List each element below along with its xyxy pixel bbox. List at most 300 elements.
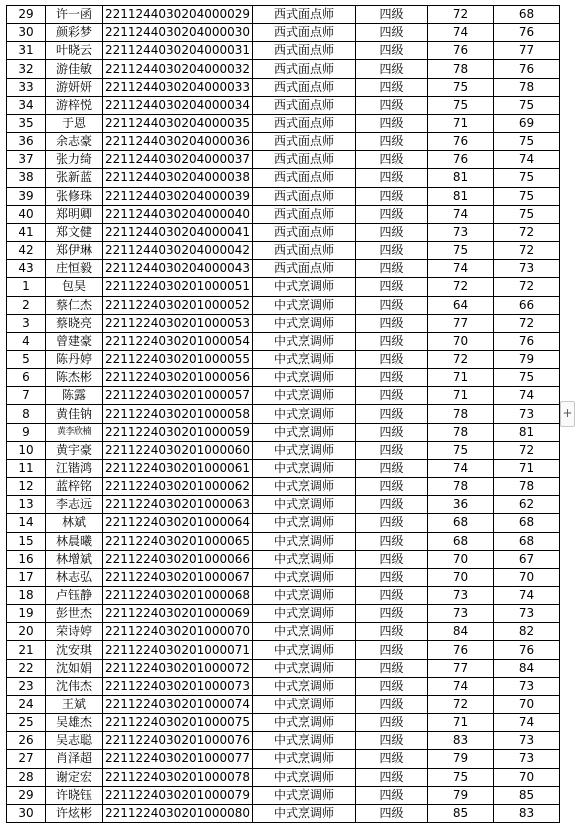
cell-candidate-name: 蔡仁杰: [46, 296, 103, 314]
cell-skill-level: 四级: [356, 750, 428, 768]
cell-theory-score: 72: [428, 6, 494, 24]
cell-occupation: 中式烹调师: [253, 550, 356, 568]
cell-certificate-number: 2211224030201000059: [103, 423, 253, 441]
cell-row-number: 42: [7, 242, 46, 260]
table-row: [7, 641, 560, 659]
cell-theory-score: 85: [428, 804, 494, 822]
cell-row-number: 33: [7, 78, 46, 96]
cell-occupation: 西式面点师: [253, 205, 356, 223]
table-row: [7, 750, 560, 768]
cell-occupation: 西式面点师: [253, 24, 356, 42]
cell-row-number: 30: [7, 804, 46, 822]
table-row: [7, 496, 560, 514]
cell-candidate-name: 郑伊琳: [46, 242, 103, 260]
table-row: [7, 60, 560, 78]
table-row: [7, 114, 560, 132]
cell-theory-score: 73: [428, 223, 494, 241]
cell-occupation: 中式烹调师: [253, 405, 356, 423]
cell-candidate-name: 庄恒毅: [46, 260, 103, 278]
cell-certificate-number: 2211224030201000075: [103, 714, 253, 732]
cell-occupation: 中式烹调师: [253, 496, 356, 514]
cell-occupation: 中式烹调师: [253, 623, 356, 641]
cell-candidate-name: 吴志聪: [46, 732, 103, 750]
cell-row-number: 13: [7, 496, 46, 514]
cell-occupation: 中式烹调师: [253, 514, 356, 532]
table-row: [7, 514, 560, 532]
cell-theory-score: 74: [428, 24, 494, 42]
cell-skill-level: 四级: [356, 369, 428, 387]
cell-row-number: 34: [7, 96, 46, 114]
cell-practical-score: 68: [494, 514, 560, 532]
cell-certificate-number: 2211224030201000074: [103, 695, 253, 713]
cell-skill-level: 四级: [356, 387, 428, 405]
cell-practical-score: 72: [494, 242, 560, 260]
cell-certificate-number: 2211224030201000052: [103, 296, 253, 314]
cell-occupation: 中式烹调师: [253, 714, 356, 732]
cell-certificate-number: 2211224030201000064: [103, 514, 253, 532]
cell-theory-score: 70: [428, 332, 494, 350]
cell-skill-level: 四级: [356, 405, 428, 423]
cell-skill-level: 四级: [356, 550, 428, 568]
cell-practical-score: 72: [494, 441, 560, 459]
cell-skill-level: 四级: [356, 532, 428, 550]
cell-skill-level: 四级: [356, 641, 428, 659]
cell-certificate-number: 2211224030201000080: [103, 804, 253, 822]
cell-certificate-number: 2211244030204000041: [103, 223, 253, 241]
cell-row-number: 18: [7, 587, 46, 605]
table-row: [7, 441, 560, 459]
cell-certificate-number: 2211244030204000042: [103, 242, 253, 260]
table-row: [7, 387, 560, 405]
cell-row-number: 4: [7, 332, 46, 350]
cell-skill-level: 四级: [356, 60, 428, 78]
expand-button[interactable]: [560, 401, 575, 427]
cell-practical-score: 73: [494, 677, 560, 695]
cell-skill-level: 四级: [356, 587, 428, 605]
cell-candidate-name: 张力绮: [46, 151, 103, 169]
cell-row-number: 40: [7, 205, 46, 223]
cell-certificate-number: 2211244030204000038: [103, 169, 253, 187]
cell-skill-level: 四级: [356, 114, 428, 132]
cell-skill-level: 四级: [356, 350, 428, 368]
cell-candidate-name: 叶晓云: [46, 42, 103, 60]
cell-certificate-number: 2211224030201000072: [103, 659, 253, 677]
cell-theory-score: 79: [428, 786, 494, 804]
table-row: [7, 714, 560, 732]
cell-theory-score: 71: [428, 714, 494, 732]
table-row: [7, 78, 560, 96]
cell-row-number: 2: [7, 296, 46, 314]
cell-theory-score: 83: [428, 732, 494, 750]
cell-candidate-name: 蔡晓亮: [46, 314, 103, 332]
cell-practical-score: 75: [494, 187, 560, 205]
cell-practical-score: 83: [494, 804, 560, 822]
cell-skill-level: 四级: [356, 459, 428, 477]
cell-skill-level: 四级: [356, 804, 428, 822]
cell-skill-level: 四级: [356, 314, 428, 332]
table-row: [7, 24, 560, 42]
cell-certificate-number: 2211224030201000058: [103, 405, 253, 423]
cell-row-number: 22: [7, 659, 46, 677]
cell-certificate-number: 2211224030201000077: [103, 750, 253, 768]
cell-practical-score: 75: [494, 169, 560, 187]
cell-candidate-name: 彭世杰: [46, 605, 103, 623]
cell-certificate-number: 2211224030201000066: [103, 550, 253, 568]
cell-theory-score: 79: [428, 750, 494, 768]
score-table-body: [7, 6, 560, 823]
cell-certificate-number: 2211224030201000054: [103, 332, 253, 350]
cell-row-number: 6: [7, 369, 46, 387]
cell-candidate-name: 余志豪: [46, 133, 103, 151]
cell-row-number: 16: [7, 550, 46, 568]
table-row: [7, 532, 560, 550]
cell-theory-score: 71: [428, 387, 494, 405]
cell-theory-score: 70: [428, 568, 494, 586]
cell-occupation: 中式烹调师: [253, 750, 356, 768]
cell-practical-score: 82: [494, 623, 560, 641]
cell-row-number: 36: [7, 133, 46, 151]
table-row: [7, 659, 560, 677]
cell-certificate-number: 2211224030201000057: [103, 387, 253, 405]
cell-candidate-name: 肖泽超: [46, 750, 103, 768]
cell-row-number: 12: [7, 478, 46, 496]
cell-occupation: 中式烹调师: [253, 786, 356, 804]
cell-certificate-number: 2211224030201000069: [103, 605, 253, 623]
cell-skill-level: 四级: [356, 695, 428, 713]
cell-practical-score: 76: [494, 60, 560, 78]
table-row: [7, 568, 560, 586]
cell-certificate-number: 2211224030201000079: [103, 786, 253, 804]
cell-candidate-name: 谢定宏: [46, 768, 103, 786]
cell-practical-score: 68: [494, 6, 560, 24]
cell-certificate-number: 2211224030201000062: [103, 478, 253, 496]
cell-candidate-name: 卢钰静: [46, 587, 103, 605]
cell-practical-score: 74: [494, 387, 560, 405]
cell-certificate-number: 2211244030204000029: [103, 6, 253, 24]
cell-theory-score: 74: [428, 205, 494, 223]
cell-practical-score: 78: [494, 478, 560, 496]
cell-skill-level: 四级: [356, 478, 428, 496]
cell-candidate-name: 江锴鸿: [46, 459, 103, 477]
cell-row-number: 32: [7, 60, 46, 78]
cell-candidate-name: 许一函: [46, 6, 103, 24]
cell-practical-score: 75: [494, 96, 560, 114]
cell-row-number: 24: [7, 695, 46, 713]
cell-occupation: 中式烹调师: [253, 441, 356, 459]
cell-occupation: 西式面点师: [253, 133, 356, 151]
cell-theory-score: 76: [428, 42, 494, 60]
cell-skill-level: 四级: [356, 659, 428, 677]
cell-occupation: 中式烹调师: [253, 278, 356, 296]
cell-theory-score: 73: [428, 587, 494, 605]
cell-candidate-name: 游妍妍: [46, 78, 103, 96]
cell-certificate-number: 2211244030204000040: [103, 205, 253, 223]
cell-practical-score: 73: [494, 260, 560, 278]
table-row: [7, 768, 560, 786]
cell-theory-score: 77: [428, 314, 494, 332]
table-row: [7, 223, 560, 241]
cell-candidate-name: 张新蓝: [46, 169, 103, 187]
table-row: [7, 423, 560, 441]
cell-row-number: 17: [7, 568, 46, 586]
cell-skill-level: 四级: [356, 568, 428, 586]
table-row: [7, 605, 560, 623]
cell-practical-score: 76: [494, 332, 560, 350]
cell-theory-score: 73: [428, 605, 494, 623]
cell-skill-level: 四级: [356, 6, 428, 24]
table-row: [7, 732, 560, 750]
cell-skill-level: 四级: [356, 786, 428, 804]
cell-theory-score: 75: [428, 78, 494, 96]
table-row: [7, 260, 560, 278]
cell-certificate-number: 2211244030204000032: [103, 60, 253, 78]
cell-theory-score: 72: [428, 350, 494, 368]
cell-occupation: 中式烹调师: [253, 478, 356, 496]
cell-candidate-name: 沈伟杰: [46, 677, 103, 695]
cell-theory-score: 64: [428, 296, 494, 314]
cell-candidate-name: 黄李欣楠: [46, 423, 103, 441]
cell-row-number: 35: [7, 114, 46, 132]
cell-theory-score: 70: [428, 550, 494, 568]
cell-practical-score: 74: [494, 714, 560, 732]
cell-skill-level: 四级: [356, 96, 428, 114]
cell-row-number: 20: [7, 623, 46, 641]
cell-candidate-name: 王斌: [46, 695, 103, 713]
cell-row-number: 25: [7, 714, 46, 732]
cell-candidate-name: 陈露: [46, 387, 103, 405]
cell-occupation: 西式面点师: [253, 60, 356, 78]
cell-candidate-name: 郑明卿: [46, 205, 103, 223]
cell-candidate-name: 许炫彬: [46, 804, 103, 822]
cell-certificate-number: 2211224030201000071: [103, 641, 253, 659]
cell-occupation: 中式烹调师: [253, 659, 356, 677]
cell-occupation: 中式烹调师: [253, 369, 356, 387]
cell-practical-score: 74: [494, 587, 560, 605]
cell-theory-score: 74: [428, 677, 494, 695]
cell-candidate-name: 郑文健: [46, 223, 103, 241]
cell-row-number: 27: [7, 750, 46, 768]
cell-row-number: 14: [7, 514, 46, 532]
cell-certificate-number: 2211224030201000051: [103, 278, 253, 296]
plus-icon: +: [562, 406, 573, 420]
table-row: [7, 405, 560, 423]
table-row: [7, 187, 560, 205]
cell-candidate-name: 荣诗婷: [46, 623, 103, 641]
table-row: [7, 550, 560, 568]
cell-occupation: 中式烹调师: [253, 423, 356, 441]
cell-candidate-name: 林晨曦: [46, 532, 103, 550]
cell-practical-score: 62: [494, 496, 560, 514]
cell-row-number: 5: [7, 350, 46, 368]
cell-occupation: 中式烹调师: [253, 605, 356, 623]
cell-skill-level: 四级: [356, 205, 428, 223]
cell-candidate-name: 许晓钰: [46, 786, 103, 804]
cell-skill-level: 四级: [356, 732, 428, 750]
cell-row-number: 1: [7, 278, 46, 296]
table-row: [7, 369, 560, 387]
cell-practical-score: 78: [494, 78, 560, 96]
cell-theory-score: 75: [428, 768, 494, 786]
cell-certificate-number: 2211224030201000070: [103, 623, 253, 641]
cell-row-number: 28: [7, 768, 46, 786]
cell-certificate-number: 2211244030204000034: [103, 96, 253, 114]
cell-candidate-name: 黄宇豪: [46, 441, 103, 459]
cell-occupation: 西式面点师: [253, 78, 356, 96]
cell-candidate-name: 吴雄杰: [46, 714, 103, 732]
table-row: [7, 6, 560, 24]
cell-practical-score: 70: [494, 568, 560, 586]
cell-practical-score: 75: [494, 133, 560, 151]
cell-skill-level: 四级: [356, 768, 428, 786]
cell-row-number: 9: [7, 423, 46, 441]
cell-row-number: 15: [7, 532, 46, 550]
table-row: [7, 96, 560, 114]
cell-candidate-name: 包昊: [46, 278, 103, 296]
table-row: [7, 169, 560, 187]
cell-skill-level: 四级: [356, 278, 428, 296]
cell-certificate-number: 2211244030204000031: [103, 42, 253, 60]
cell-practical-score: 70: [494, 695, 560, 713]
cell-skill-level: 四级: [356, 151, 428, 169]
cell-practical-score: 79: [494, 350, 560, 368]
cell-certificate-number: 2211244030204000030: [103, 24, 253, 42]
cell-occupation: 中式烹调师: [253, 350, 356, 368]
cell-skill-level: 四级: [356, 441, 428, 459]
cell-practical-score: 85: [494, 786, 560, 804]
cell-theory-score: 81: [428, 187, 494, 205]
score-table: [6, 5, 560, 823]
cell-certificate-number: 2211224030201000078: [103, 768, 253, 786]
cell-theory-score: 76: [428, 151, 494, 169]
cell-candidate-name: 张修珠: [46, 187, 103, 205]
table-row: [7, 786, 560, 804]
cell-row-number: 39: [7, 187, 46, 205]
cell-candidate-name: 沈如娟: [46, 659, 103, 677]
cell-theory-score: 77: [428, 659, 494, 677]
table-row: [7, 242, 560, 260]
cell-candidate-name: 于恩: [46, 114, 103, 132]
cell-practical-score: 73: [494, 732, 560, 750]
cell-certificate-number: 2211224030201000056: [103, 369, 253, 387]
cell-theory-score: 78: [428, 405, 494, 423]
cell-occupation: 中式烹调师: [253, 532, 356, 550]
cell-theory-score: 72: [428, 695, 494, 713]
cell-occupation: 中式烹调师: [253, 641, 356, 659]
cell-certificate-number: 2211244030204000035: [103, 114, 253, 132]
cell-practical-score: 68: [494, 532, 560, 550]
cell-occupation: 中式烹调师: [253, 332, 356, 350]
cell-skill-level: 四级: [356, 260, 428, 278]
cell-skill-level: 四级: [356, 296, 428, 314]
cell-row-number: 29: [7, 6, 46, 24]
cell-candidate-name: 游佳敏: [46, 60, 103, 78]
cell-theory-score: 78: [428, 423, 494, 441]
cell-row-number: 19: [7, 605, 46, 623]
cell-occupation: 中式烹调师: [253, 804, 356, 822]
cell-theory-score: 84: [428, 623, 494, 641]
cell-occupation: 西式面点师: [253, 96, 356, 114]
cell-occupation: 中式烹调师: [253, 387, 356, 405]
cell-occupation: 西式面点师: [253, 187, 356, 205]
cell-certificate-number: 2211244030204000033: [103, 78, 253, 96]
cell-practical-score: 73: [494, 405, 560, 423]
cell-skill-level: 四级: [356, 24, 428, 42]
cell-theory-score: 71: [428, 114, 494, 132]
table-row: [7, 151, 560, 169]
cell-occupation: 中式烹调师: [253, 677, 356, 695]
cell-certificate-number: 2211224030201000073: [103, 677, 253, 695]
cell-skill-level: 四级: [356, 332, 428, 350]
cell-practical-score: 76: [494, 24, 560, 42]
cell-practical-score: 73: [494, 750, 560, 768]
cell-occupation: 中式烹调师: [253, 587, 356, 605]
cell-theory-score: 71: [428, 369, 494, 387]
cell-practical-score: 77: [494, 42, 560, 60]
cell-candidate-name: 林增斌: [46, 550, 103, 568]
cell-occupation: 中式烹调师: [253, 459, 356, 477]
cell-candidate-name: 游梓悦: [46, 96, 103, 114]
cell-theory-score: 75: [428, 441, 494, 459]
cell-skill-level: 四级: [356, 78, 428, 96]
cell-candidate-name: 黄佳钠: [46, 405, 103, 423]
cell-practical-score: 72: [494, 314, 560, 332]
cell-certificate-number: 2211224030201000060: [103, 441, 253, 459]
cell-skill-level: 四级: [356, 714, 428, 732]
table-row: [7, 133, 560, 151]
cell-skill-level: 四级: [356, 423, 428, 441]
cell-certificate-number: 2211224030201000068: [103, 587, 253, 605]
cell-practical-score: 81: [494, 423, 560, 441]
cell-occupation: 西式面点师: [253, 151, 356, 169]
cell-candidate-name: 曾建豪: [46, 332, 103, 350]
cell-occupation: 西式面点师: [253, 242, 356, 260]
cell-skill-level: 四级: [356, 187, 428, 205]
cell-row-number: 43: [7, 260, 46, 278]
cell-occupation: 西式面点师: [253, 169, 356, 187]
cell-row-number: 23: [7, 677, 46, 695]
cell-row-number: 26: [7, 732, 46, 750]
cell-skill-level: 四级: [356, 242, 428, 260]
cell-theory-score: 72: [428, 278, 494, 296]
cell-theory-score: 78: [428, 60, 494, 78]
cell-occupation: 西式面点师: [253, 6, 356, 24]
table-row: [7, 42, 560, 60]
cell-skill-level: 四级: [356, 514, 428, 532]
table-row: [7, 695, 560, 713]
cell-certificate-number: 2211244030204000043: [103, 260, 253, 278]
table-row: [7, 350, 560, 368]
cell-practical-score: 71: [494, 459, 560, 477]
cell-practical-score: 76: [494, 641, 560, 659]
table-row: [7, 332, 560, 350]
cell-row-number: 21: [7, 641, 46, 659]
cell-occupation: 中式烹调师: [253, 768, 356, 786]
cell-practical-score: 66: [494, 296, 560, 314]
cell-theory-score: 76: [428, 641, 494, 659]
cell-practical-score: 75: [494, 205, 560, 223]
cell-skill-level: 四级: [356, 223, 428, 241]
cell-skill-level: 四级: [356, 677, 428, 695]
cell-theory-score: 75: [428, 242, 494, 260]
cell-row-number: 31: [7, 42, 46, 60]
cell-skill-level: 四级: [356, 169, 428, 187]
cell-occupation: 西式面点师: [253, 42, 356, 60]
cell-candidate-name: 蓝梓铭: [46, 478, 103, 496]
cell-occupation: 中式烹调师: [253, 568, 356, 586]
cell-skill-level: 四级: [356, 133, 428, 151]
cell-practical-score: 75: [494, 369, 560, 387]
cell-practical-score: 67: [494, 550, 560, 568]
